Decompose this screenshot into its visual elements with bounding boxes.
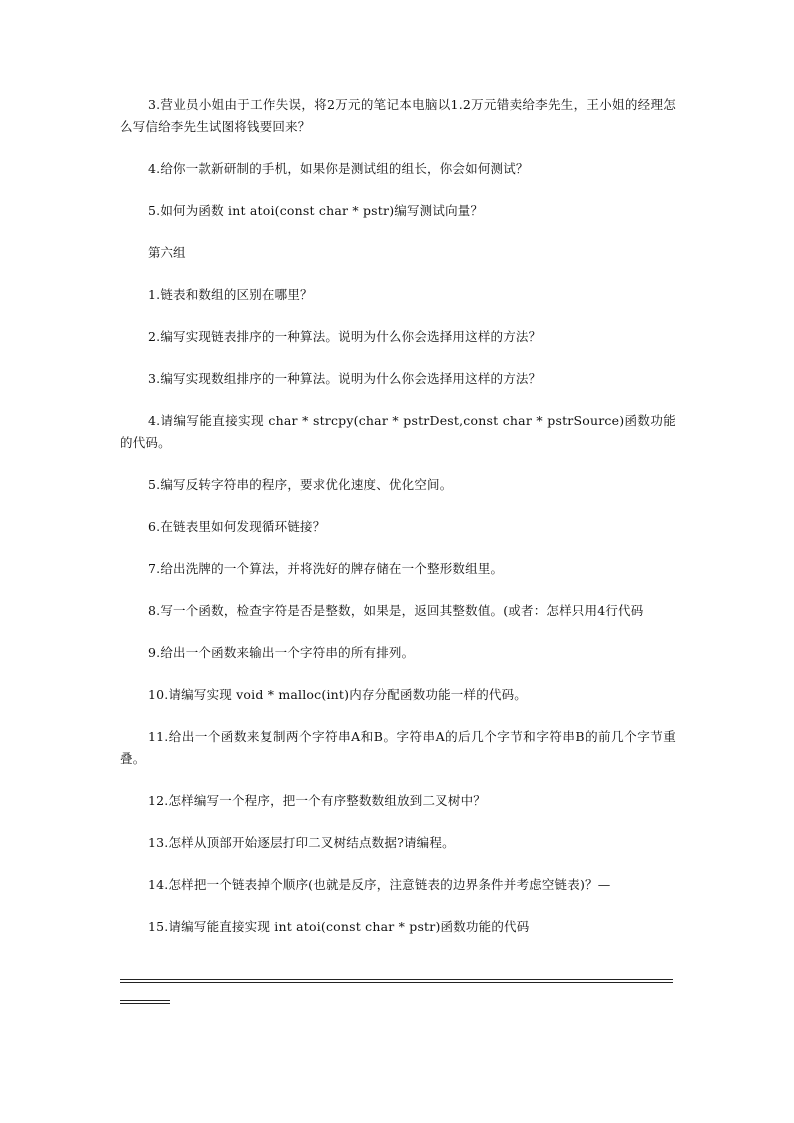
question-group6-2: 2.编写实现链表排序的一种算法。说明为什么你会选择用这样的方法？ (148, 329, 542, 344)
question-group6-11: 11.给出一个函数来复制两个字符串A和B。字符串A的后几个字节和字符串B的前几个字节重叠。 (120, 729, 676, 766)
question-group5-5: 5.如何为函数 int atoi(const char * pstr)编写测试向量？ (148, 203, 484, 218)
question-group6-4: 4.请编写能直接实现 char * strcpy(char * pstrDest,const char * pstrSource)函数功能的代码。 (120, 413, 676, 450)
question-group6-1: 1.链表和数组的区别在哪里？ (148, 287, 313, 302)
question-group6-12: 12.怎样编写一个程序，把一个有序整数数组放到二叉树中？ (148, 793, 486, 808)
question-group6-13: 13.怎样从顶部开始逐层打印二叉树结点数据?请编程。 (148, 835, 455, 850)
question-group5-4: 4.给你一款新研制的手机，如果你是测试组的组长，你会如何测试？ (148, 161, 529, 176)
footnote-separator (120, 1000, 170, 1004)
footer-double-rule (120, 979, 673, 983)
question-group6-14: 14.怎样把一个链表掉个顺序(也就是反序，注意链表的边界条件并考虑空链表)？— (148, 877, 611, 892)
question-group6-10: 10.请编写实现 void * malloc(int)内存分配函数功能一样的代码。 (148, 687, 527, 702)
question-group5-3: 3.营业员小姐由于工作失误，将2万元的笔记本电脑以1.2万元错卖给李先生，王小姐的经理怎么写信给李先生试图将钱要回来？ (120, 97, 676, 134)
question-group6-15: 15.请编写能直接实现 int atoi(const char * pstr)函数功能的代码 (148, 919, 530, 934)
question-group6-9: 9.给出一个函数来输出一个字符串的所有排列。 (148, 645, 415, 660)
document-body (120, 94, 676, 958)
question-group6-3: 3.编写实现数组排序的一种算法。说明为什么你会选择用这样的方法？ (148, 371, 542, 386)
question-group6-7: 7.给出洗牌的一个算法，并将洗好的牌存储在一个整形数组里。 (148, 561, 504, 576)
question-group6-8: 8.写一个函数，检查字符是否是整数，如果是，返回其整数值。(或者：怎样只用4行代码 (148, 603, 644, 618)
section-heading-group6: 第六组 (148, 245, 186, 260)
question-group6-6: 6.在链表里如何发现循环链接？ (148, 519, 326, 534)
question-group6-5: 5.编写反转字符串的程序，要求优化速度、优化空间。 (148, 477, 453, 492)
